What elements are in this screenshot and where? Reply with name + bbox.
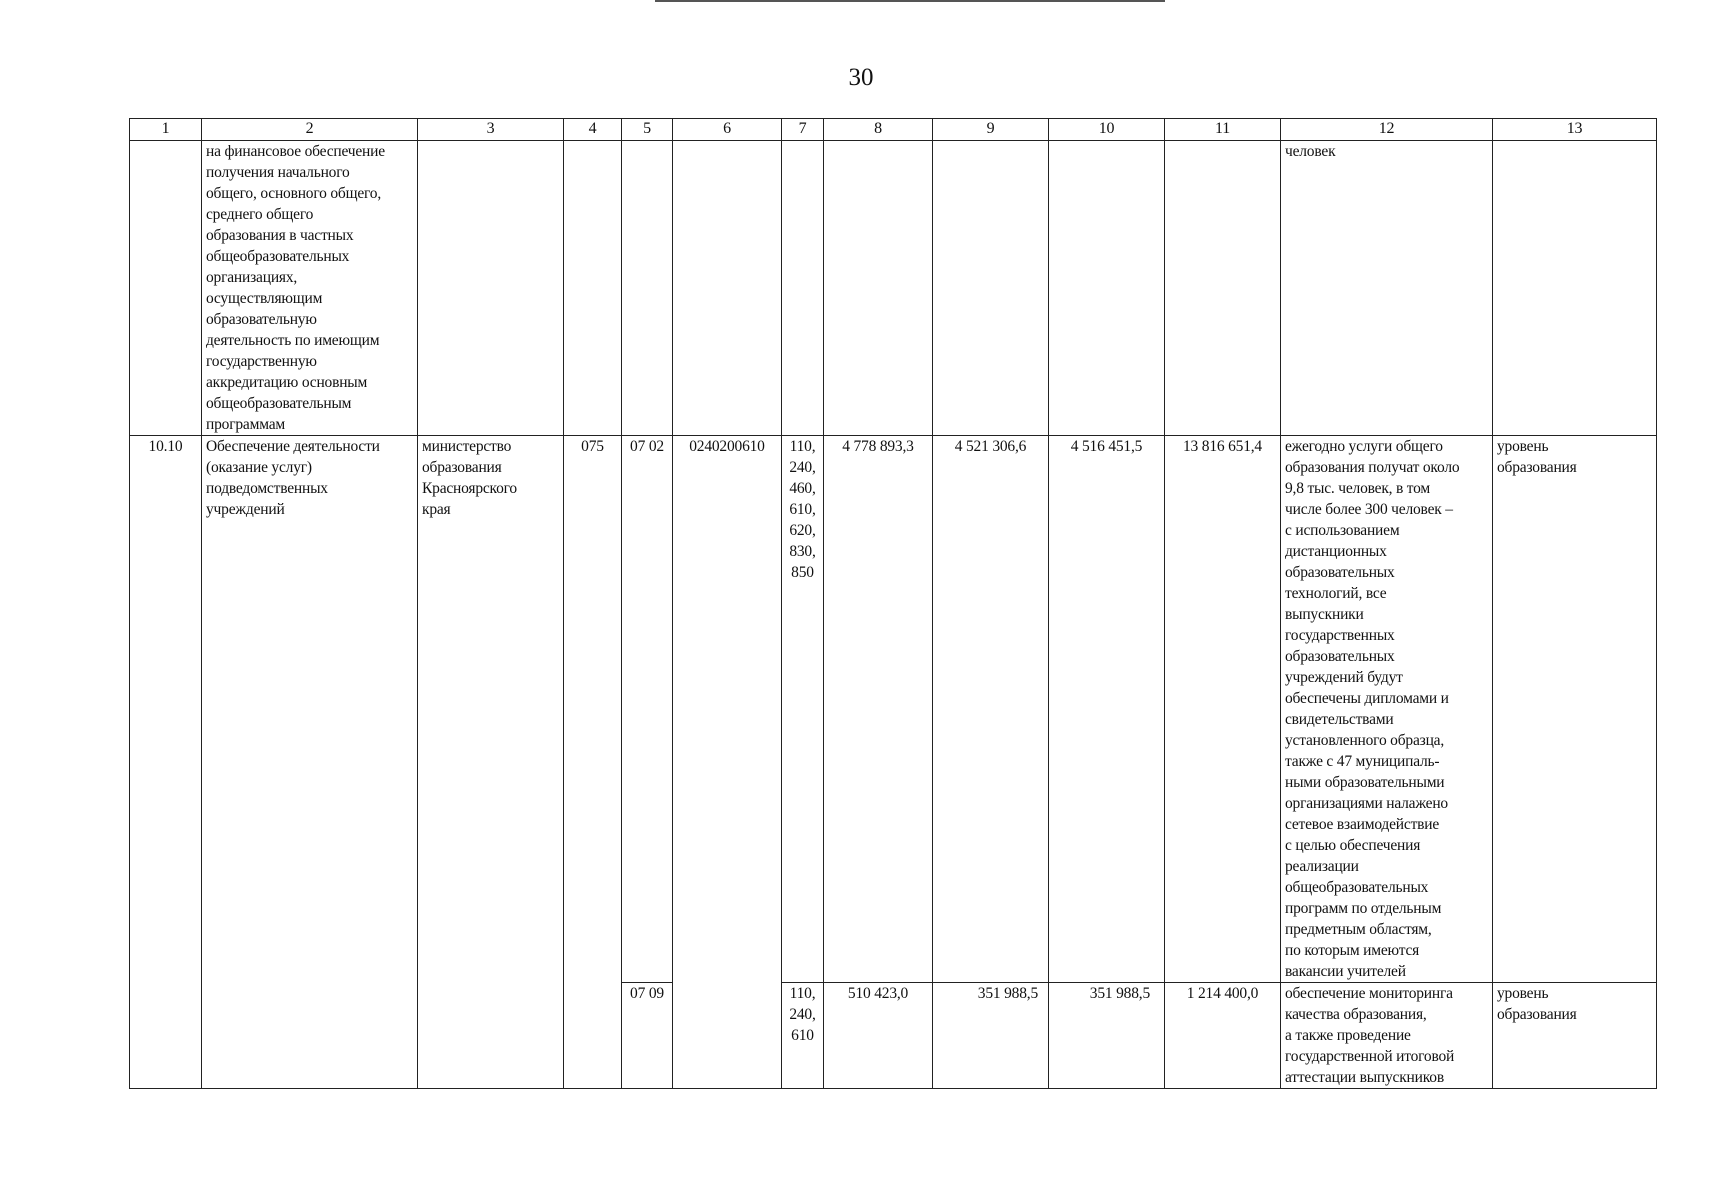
- continued-result-cell: человек: [1281, 141, 1493, 436]
- top-rule: [655, 0, 1165, 2]
- grbs-code-cell: 075: [564, 436, 622, 1089]
- continued-grbs-cell: [564, 141, 622, 436]
- continued-y2-cell: [933, 141, 1049, 436]
- col-header-9: 9: [933, 119, 1049, 141]
- total-cell-2: 1 214 400,0: [1165, 983, 1281, 1089]
- activity-name-cell: Обеспечение деятельности (оказание услуг) подведомственных учреждений: [202, 436, 418, 1089]
- continued-vr-cell: [782, 141, 824, 436]
- col-header-1: 1: [130, 119, 202, 141]
- col-header-8: 8: [824, 119, 933, 141]
- year2-cell-1: 4 521 306,6: [933, 436, 1049, 983]
- continued-num-cell: [130, 141, 202, 436]
- total-cell-1: 13 816 651,4: [1165, 436, 1281, 983]
- table-row-10-10: [130, 436, 1657, 983]
- year1-cell-2: 510 423,0: [824, 983, 933, 1089]
- continued-csr-cell: [673, 141, 782, 436]
- col-header-3: 3: [418, 119, 564, 141]
- row-number-cell: 10.10: [130, 436, 202, 1089]
- year2-cell-2: 351 988,5: [933, 983, 1049, 1089]
- col-header-5: 5: [622, 119, 673, 141]
- column-number-header: [130, 119, 1657, 141]
- table-row-continued: [130, 141, 1657, 436]
- ministry-cell: министерство образования Красноярского края: [418, 436, 564, 1089]
- col-header-6: 6: [673, 119, 782, 141]
- vr-cell-1: 110, 240, 460, 610, 620, 830, 850: [782, 436, 824, 983]
- year3-cell-2: 351 988,5: [1049, 983, 1165, 1089]
- continued-total-cell: [1165, 141, 1281, 436]
- col-header-2: 2: [202, 119, 418, 141]
- level-cell-1: уровень образования: [1493, 436, 1657, 983]
- rzpr-cell-2: 07 09: [622, 983, 673, 1089]
- header-row: [130, 119, 1657, 141]
- rzpr-cell-1: 07 02: [622, 436, 673, 983]
- continued-ministry-cell: [418, 141, 564, 436]
- col-header-10: 10: [1049, 119, 1165, 141]
- year1-cell-1: 4 778 893,3: [824, 436, 933, 983]
- col-header-11: 11: [1165, 119, 1281, 141]
- col-header-7: 7: [782, 119, 824, 141]
- continued-rzpr-cell: [622, 141, 673, 436]
- continued-level-cell: [1493, 141, 1657, 436]
- result-cell-2: обеспечение мониторинга качества образования, а также проведение государственной итоговой аттестации выпускников: [1281, 983, 1493, 1089]
- col-header-13: 13: [1493, 119, 1657, 141]
- continued-y3-cell: [1049, 141, 1165, 436]
- col-header-4: 4: [564, 119, 622, 141]
- program-table: [129, 118, 1657, 1089]
- continued-y1-cell: [824, 141, 933, 436]
- col-header-12: 12: [1281, 119, 1493, 141]
- result-cell-1: ежегодно услуги общего образования получат около 9,8 тыс. человек, в том числе более 300 человек – с использованием дистанционных образовательных технологий, все выпускники государственных образовательных учреждений будут обеспечены дипломами и свидетельствами установленного образца, также с 47 муниципаль- ными образовательными организациями налажено сетевое взаимодействие с целью обеспечения реализации общеобразовательных программ по отдельным предметным областям, по которым имеются вакансии учителей: [1281, 436, 1493, 983]
- level-cell-2: уровень образования: [1493, 983, 1657, 1089]
- continued-name-cell: на финансовое обеспечение получения начального общего, основного общего, среднего общего образования в частных общеобразовательных организациях, осуществляющим образовательную деятельность по имеющим государственную аккредитацию основным общеобразовательным программам: [202, 141, 418, 436]
- year3-cell-1: 4 516 451,5: [1049, 436, 1165, 983]
- vr-cell-2: 110, 240, 610: [782, 983, 824, 1089]
- page-number: 30: [848, 64, 874, 91]
- csr-code-cell: 0240200610: [673, 436, 782, 1089]
